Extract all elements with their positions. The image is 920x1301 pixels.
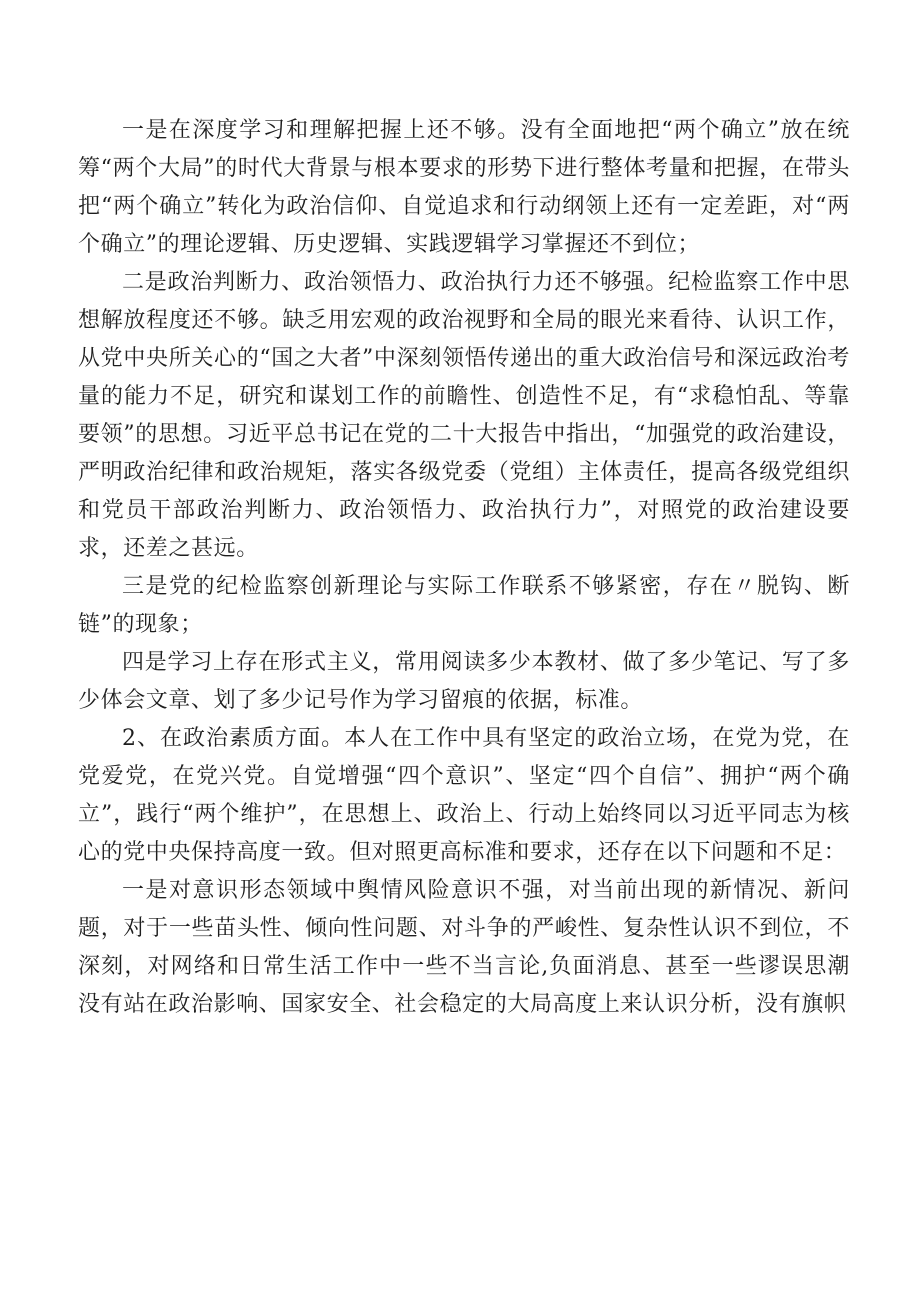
paragraph-4: 四是学习上存在形式主义，常用阅读多少本教材、做了多少笔记、写了多少体会文章、划了多少记号作为学习留痕的依据，标准。 <box>78 650 850 713</box>
paragraph-6: 一是对意识形态领域中舆情风险意识不强，对当前出现的新情况、新问题，对于一些苗头性、倾向性问题、对斗争的严峻性、复杂性认识不到位，不深刻，对网络和日常生活工作中一些不当言论,负面消息、甚至一些谬误思潮没有站在政治影响、国家安全、社会稳定的大局高度上来认识分析，没有旗帜 <box>78 878 850 1017</box>
paragraph-1: 一是在深度学习和理解把握上还不够。没有全面地把“两个确立”放在统筹“两个大局”的时代大背景与根本要求的形势下进行整体考量和把握，在带头把“两个确立”转化为政治信仰、自觉追求和行动纲领上还有一定差距，对“两个确立”的理论逻辑、历史逻辑、实践逻辑学习掌握还不到位； <box>78 118 850 257</box>
document-body <box>78 112 850 1024</box>
paragraph-2: 二是政治判断力、政治领悟力、政治执行力还不够强。纪检监察工作中思想解放程度还不够。缺乏用宏观的政治视野和全局的眼光来看待、认识工作，从党中央所关心的“国之大者”中深刻领悟传递出的重大政治信号和深远政治考量的能力不足，研究和谋划工作的前瞻性、创造性不足，有“求稳怕乱、等靠要领”的思想。习近平总书记在党的二十大报告中指出，“加强党的政治建设，严明政治纪律和政治规矩，落实各级党委（党组）主体责任，提高各级党组织和党员干部政治判断力、政治领悟力、政治执行力”，对照党的政治建设要求，还差之甚远。 <box>78 270 850 561</box>
paragraph-3: 三是党的纪检监察创新理论与实际工作联系不够紧密，存在〃脱钩、断链”的现象； <box>78 574 850 637</box>
paragraph-5: 2、在政治素质方面。本人在工作中具有坚定的政治立场，在党为党，在党爱党，在党兴党。自觉增强“四个意识”、坚定“四个自信”、拥护“两个确立”，践行“两个维护”，在思想上、政治上、行动上始终同以习近平同志为核心的党中央保持高度一致。但对照更高标准和要求，还存在以下问题和不足： <box>78 726 850 865</box>
